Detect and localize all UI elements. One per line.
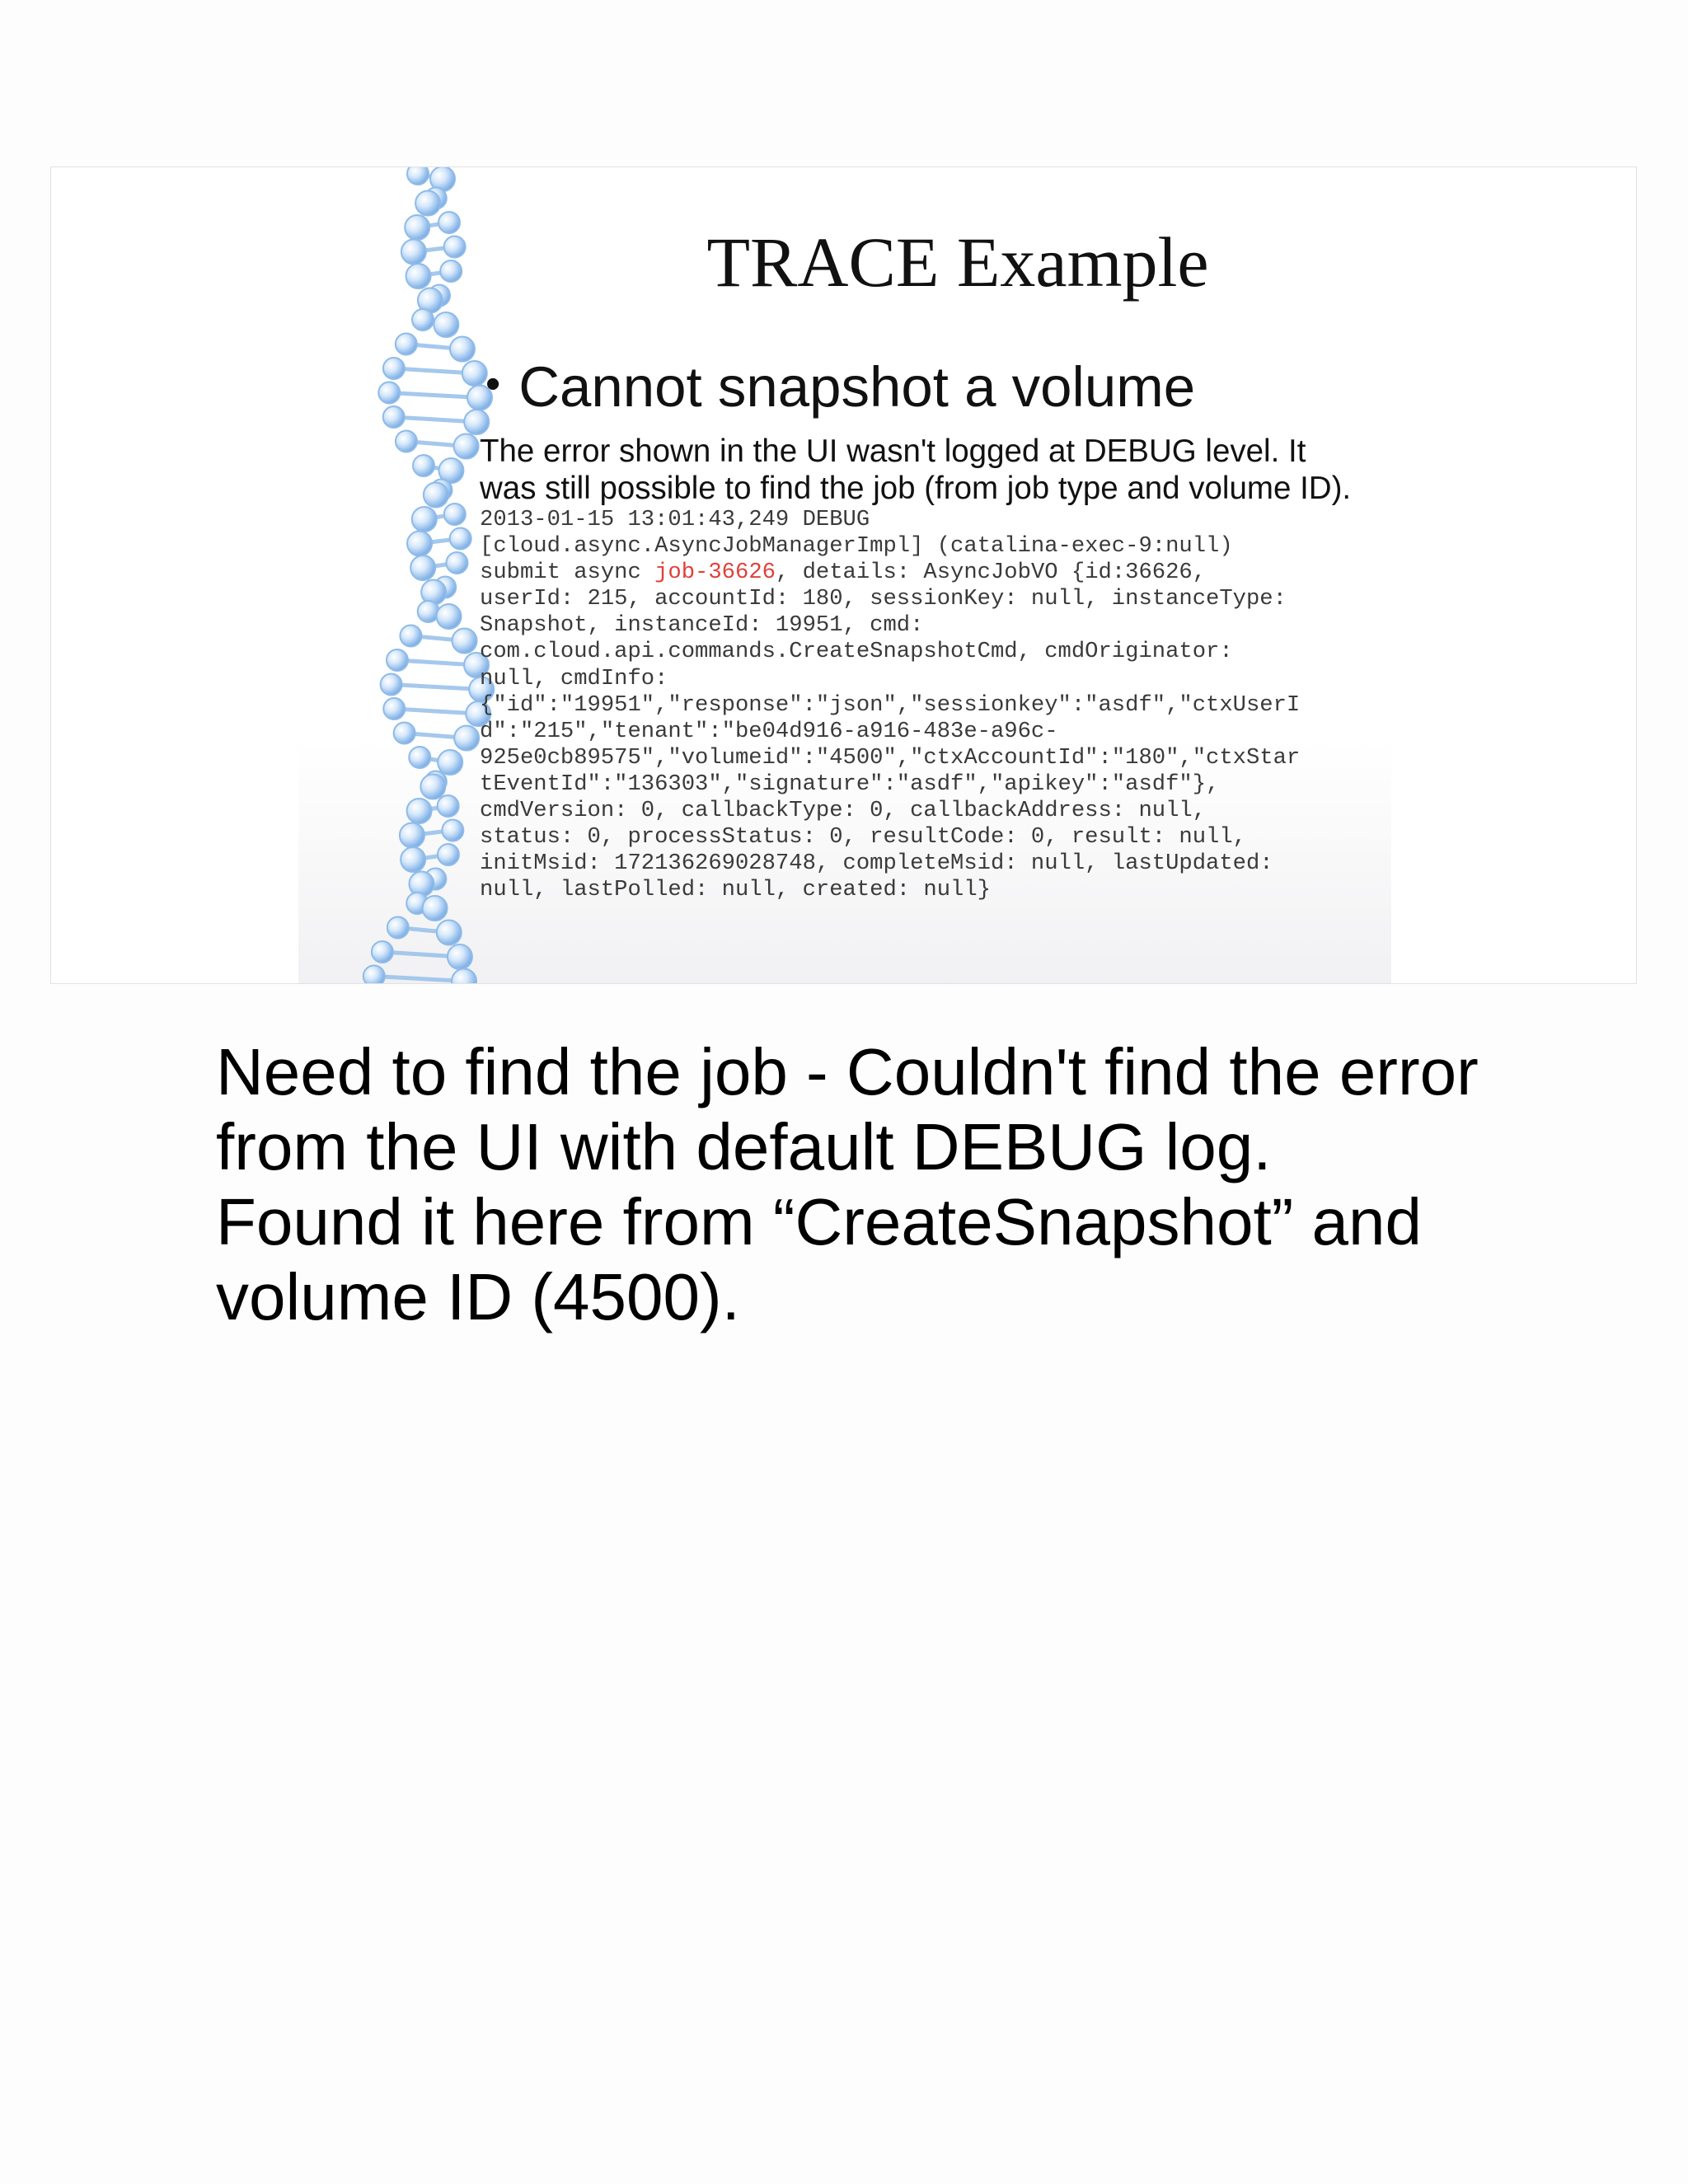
dna-node [387,649,408,671]
dna-node [442,820,463,841]
log-line [480,824,1428,851]
dna-node [378,382,400,404]
slide-bullet [485,355,1196,419]
dna-node [424,483,448,508]
dna-node [400,626,421,647]
dna-node [412,309,434,330]
dna-node [412,507,437,532]
log-job-id-highlight: job-36626 [654,560,776,586]
dna-node [372,941,393,963]
log-line [480,719,1428,745]
log-text: null, lastPolled: null, created: null} [480,877,991,903]
log-line [480,533,1428,560]
dna-node [438,212,460,233]
notes-line: volume ID (4500). [216,1260,740,1333]
dna-node [405,215,429,240]
notes-line: Found it here from “CreateSnapshot” and [216,1185,1423,1258]
dna-node [434,312,458,337]
log-line [480,798,1428,824]
log-text: [cloud.async.AsyncJobManagerImpl] (catalina-exec-9:null) [480,533,1233,560]
dna-node [423,896,448,921]
dna-node [409,872,434,897]
log-line [480,877,1428,903]
dna-node [462,361,487,386]
log-text: {"id":"19951","response":"json","sessionkey":"asdf","ctxUserI [480,691,1301,718]
log-text: cmdVersion: 0, callbackType: 0, callbackAddress: null, [480,798,1207,824]
log-text: 2013-01-15 13:01:43,249 DEBUG [480,507,870,532]
dna-node [454,726,479,751]
slide-subtext-line: The error shown in the UI wasn't logged at DEBUG level. It [480,434,1306,469]
dna-node [407,167,429,185]
slide-image [50,166,1637,984]
dna-node [438,795,459,817]
log-text: 925e0cb89575","volumeid":"4500","ctxAccountId":"180","ctxStar [480,744,1301,771]
dna-node [437,604,462,629]
log-text: com.cloud.api.commands.CreateSnapshotCmd, cmdOriginator: [480,639,1233,665]
log-text: d":"215","tenant":"be04d916-a916-483e-a96c- [480,718,1058,744]
log-line [480,666,1428,692]
log-text: submit async [480,560,655,586]
dna-node [383,358,405,379]
dna-node [440,260,462,282]
log-text: , details: AsyncJobVO {id:36626, [775,560,1207,586]
dna-node [448,944,472,969]
dna-node [444,504,466,525]
dna-node [407,799,432,823]
notes-line: from the UI with default DEBUG log. [216,1110,1272,1183]
log-text: null, cmdInfo: [480,665,668,691]
dna-node [381,674,402,696]
dna-node [409,747,430,768]
dna-node [396,334,417,355]
slide-bullet-text: Cannot snapshot a volume [518,355,1196,419]
log-line [480,586,1428,612]
dna-rung [374,977,464,982]
log-text: userId: 215, accountId: 180, sessionKey: null, instanceType: [480,586,1287,612]
dna-node [446,552,467,574]
dna-node [387,917,409,939]
dna-node [452,629,477,654]
slide-subtext-line: was still possible to find the job (from job type and volume ID). [480,471,1352,506]
log-line [480,639,1428,665]
dna-node [415,191,440,216]
dna-node [401,240,426,265]
dna-node [450,337,475,362]
dna-node [452,969,476,985]
dna-node [438,844,459,865]
dna-node [410,555,435,580]
dna-node [454,434,479,459]
dna-node [450,528,471,550]
dna-node [420,775,445,799]
log-line [480,560,1428,586]
dna-node [400,823,424,848]
log-text: tEventId":"136303","signature":"asdf","apikey":"asdf"}, [480,771,1220,797]
log-line [480,692,1428,719]
dna-node [396,431,417,452]
log-line [480,745,1428,771]
log-text: Snapshot, instanceId: 19951, cmd: [480,612,924,639]
dna-node [401,847,425,872]
slide-title: TRACE Example [706,223,1209,302]
dna-node [406,264,431,288]
dna-node [438,750,462,775]
notes-line: Need to find the job - Couldn't find the error [216,1035,1479,1108]
dna-node [413,455,434,476]
log-text: status: 0, processStatus: 0, resultCode: 0, result: null, [480,824,1246,851]
dna-rung [389,393,480,398]
log-text: initMsid: 172136269028748, completeMsid: null, lastUpdated: [480,851,1273,877]
dna-node [407,532,432,556]
dna-node [444,237,466,258]
log-line [480,851,1428,877]
speaker-notes [216,1034,1617,1334]
dna-rung [392,685,482,690]
bullet-dot-icon: • [485,360,501,408]
dna-node [363,966,385,985]
dna-node [394,723,415,744]
log-excerpt [480,507,1428,903]
slide-subtext [480,433,1428,507]
dna-node [437,921,462,945]
log-line [480,612,1428,639]
dna-node [418,601,439,622]
dna-node [383,406,405,428]
log-line [480,507,1428,533]
dna-node [383,698,405,719]
log-line [480,771,1428,798]
